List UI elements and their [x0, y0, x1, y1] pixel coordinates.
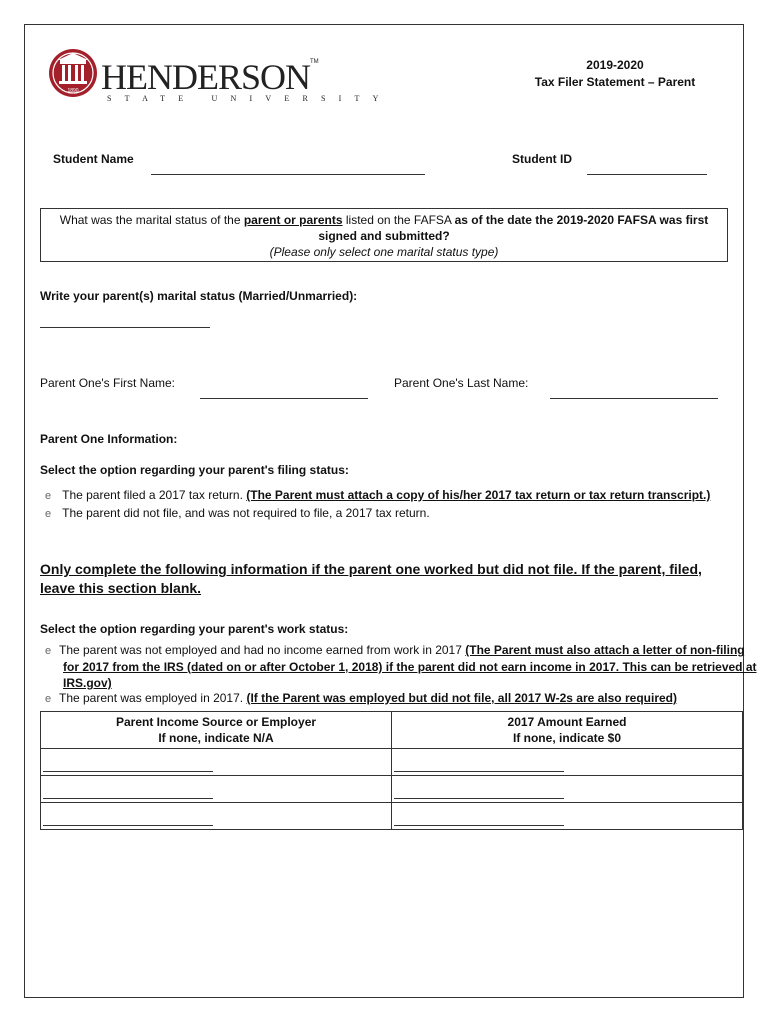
svg-text:TM: TM: [310, 59, 319, 65]
amount-earned-header: 2017 Amount Earned If none, indicate $0: [392, 712, 743, 749]
marital-question: What was the marital status of the parent or parents listed on the FAFSA as of the date the 2019-2020 FAFSA was first signed and submitted?: [59, 213, 709, 243]
student-id-field[interactable]: [587, 174, 707, 175]
work-status-heading: Select the option regarding your parent's work status:: [40, 622, 349, 636]
income-table: [40, 711, 743, 830]
radio-icon[interactable]: e: [45, 490, 52, 502]
student-id-label: Student ID: [512, 152, 572, 166]
table-row: [41, 749, 743, 776]
income-source-cell[interactable]: [41, 776, 392, 803]
table-row: [41, 803, 743, 830]
work-option-employed[interactable]: e The parent was employed in 2017. (If the Parent was employed but did not file, all 2017 W-2s are also required): [45, 691, 677, 705]
work-option-not-employed[interactable]: e The parent was not employed and had no income earned from work in 2017 (The Parent must also attach a letter of non-filing for 2017 from the IRS (dated on or after October 1, 2018) if the parent did not earn income in 2017. This can be retrieved at IRS.gov): [45, 643, 757, 690]
student-name-label: Student Name: [53, 152, 134, 166]
parent-last-name-label: Parent One's Last Name:: [394, 376, 529, 390]
school-year: 2019-2020: [586, 58, 644, 72]
parent-info-heading: Parent One Information:: [40, 432, 178, 446]
amount-earned-cell[interactable]: [392, 776, 743, 803]
marital-question-box: [40, 208, 728, 262]
amount-earned-cell[interactable]: [392, 803, 743, 830]
income-source-cell[interactable]: [41, 749, 392, 776]
henderson-logo: [47, 43, 392, 103]
income-source-header: Parent Income Source or Employer If none, indicate N/A: [41, 712, 392, 749]
marital-status-field[interactable]: [40, 327, 210, 328]
svg-text:HENDERSON: HENDERSON: [101, 57, 311, 97]
marital-question-note: (Please only select one marital status type): [269, 245, 499, 259]
svg-text:1890: 1890: [67, 88, 79, 94]
radio-icon[interactable]: e: [45, 508, 52, 520]
income-source-cell[interactable]: [41, 803, 392, 830]
parent-first-name-field[interactable]: [200, 398, 368, 399]
svg-text:STATE UNIVERSITY: STATE UNIVERSITY: [107, 94, 392, 103]
marital-status-label: Write your parent(s) marital status (Married/Unmarried):: [40, 289, 358, 303]
parent-first-name-label: Parent One's First Name:: [40, 376, 175, 390]
radio-icon[interactable]: e: [45, 645, 52, 657]
document-header: [495, 57, 735, 91]
filing-status-heading: Select the option regarding your parent's filing status:: [40, 463, 349, 477]
table-header-row: [41, 712, 743, 749]
only-complete-instruction: Only complete the following information if the parent one worked but did not file. If the parent, filed, leave this section blank.: [40, 561, 702, 596]
filing-option-filed[interactable]: e The parent filed a 2017 tax return. (The Parent must attach a copy of his/her 2017 tax return or tax return transcript.): [45, 488, 711, 502]
filing-option-not-filed[interactable]: e The parent did not file, and was not required to file, a 2017 tax return.: [45, 506, 430, 520]
radio-icon[interactable]: e: [45, 693, 52, 705]
seal-icon: [47, 43, 392, 105]
form-page: [24, 24, 757, 998]
student-name-field[interactable]: [151, 174, 425, 175]
parent-last-name-field[interactable]: [550, 398, 718, 399]
amount-earned-cell[interactable]: [392, 749, 743, 776]
document-title: Tax Filer Statement – Parent: [534, 75, 696, 89]
table-row: [41, 776, 743, 803]
